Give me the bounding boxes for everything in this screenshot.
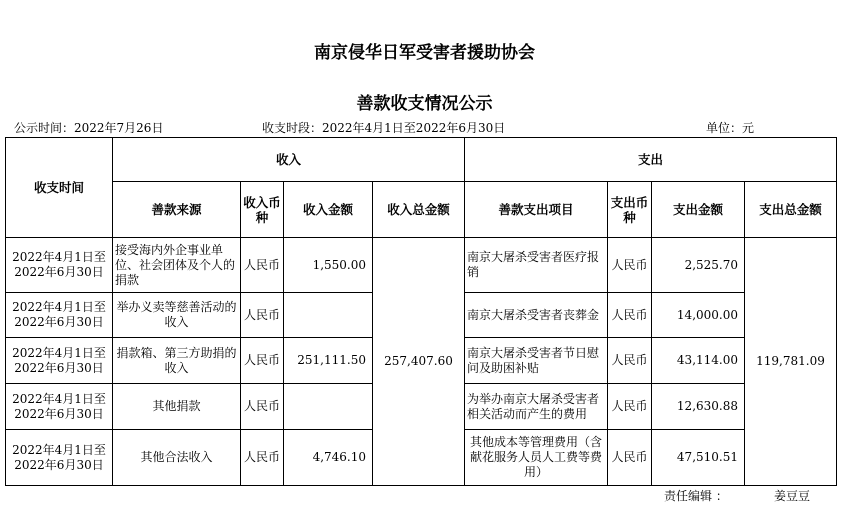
page-title: 善款收支情况公示 [356,94,493,114]
row-expense-currency: 人民币 [608,384,652,430]
header-expense-total: 支出总金额 [745,182,837,238]
row-time: 2022年4月1日至2022年6月30日 [6,338,113,384]
row-amount [284,384,373,430]
table-row [6,238,837,293]
finance-table [5,137,837,486]
row-source: 其他捐款 [113,384,241,430]
header-income: 收入 [113,138,465,182]
row-time: 2022年4月1日至2022年6月30日 [6,430,113,486]
row-expense-amount: 14,000.00 [652,293,745,338]
row-expense-amount: 12,630.88 [652,384,745,430]
row-source: 举办义卖等慈善活动的收入 [113,293,241,338]
header-expense-item: 善款支出项目 [465,182,608,238]
header-income-currency: 收入币种 [241,182,284,238]
editor-name: 姜豆豆 [774,489,811,503]
header-income-source: 善款来源 [113,182,241,238]
row-currency: 人民币 [241,384,284,430]
row-amount [284,293,373,338]
row-source: 接受海内外企事业单位、社会团体及个人的捐款 [113,238,241,293]
row-currency: 人民币 [241,430,284,486]
expense-total-value: 119,781.09 [745,238,837,486]
row-currency: 人民币 [241,238,284,293]
row-expense-currency: 人民币 [608,430,652,486]
row-expense-item: 南京大屠杀受害者医疗报销 [465,238,608,293]
report-period: 收支时段：2022年4月1日至2022年6月30日 [262,121,506,135]
row-expense-currency: 人民币 [608,293,652,338]
header-income-amount: 收入金额 [284,182,373,238]
row-currency: 人民币 [241,293,284,338]
header-time: 收支时间 [6,138,113,238]
row-expense-currency: 人民币 [608,338,652,384]
row-expense-amount: 47,510.51 [652,430,745,486]
org-title: 南京侵华日军受害者援助协会 [314,43,535,63]
row-expense-item: 南京大屠杀受害者丧葬金 [465,293,608,338]
editor-label: 责任编辑 ： [664,489,728,503]
row-time: 2022年4月1日至2022年6月30日 [6,238,113,293]
header-income-total: 收入总金额 [373,182,465,238]
header-expense: 支出 [465,138,837,182]
row-source: 其他合法收入 [113,430,241,486]
income-total-value: 257,407.60 [373,238,465,486]
row-currency: 人民币 [241,338,284,384]
publish-time: 公示时间：2022年7月26日 [14,121,164,135]
row-amount: 1,550.00 [284,238,373,293]
header-expense-currency: 支出币种 [608,182,652,238]
row-expense-amount: 2,525.70 [652,238,745,293]
row-time: 2022年4月1日至2022年6月30日 [6,384,113,430]
row-time: 2022年4月1日至2022年6月30日 [6,293,113,338]
row-amount: 251,111.50 [284,338,373,384]
header-expense-amount: 支出金额 [652,182,745,238]
row-expense-item: 南京大屠杀受害者节日慰问及助困补贴 [465,338,608,384]
row-source: 捐款箱、第三方助捐的收入 [113,338,241,384]
currency-unit: 单位：元 [706,121,755,135]
row-expense-item: 为举办南京大屠杀受害者相关活动而产生的费用 [465,384,608,430]
row-expense-amount: 43,114.00 [652,338,745,384]
row-expense-currency: 人民币 [608,238,652,293]
row-amount: 4,746.10 [284,430,373,486]
row-expense-item: 其他成本等管理费用（含献花服务人员人工费等费用） [465,430,608,486]
